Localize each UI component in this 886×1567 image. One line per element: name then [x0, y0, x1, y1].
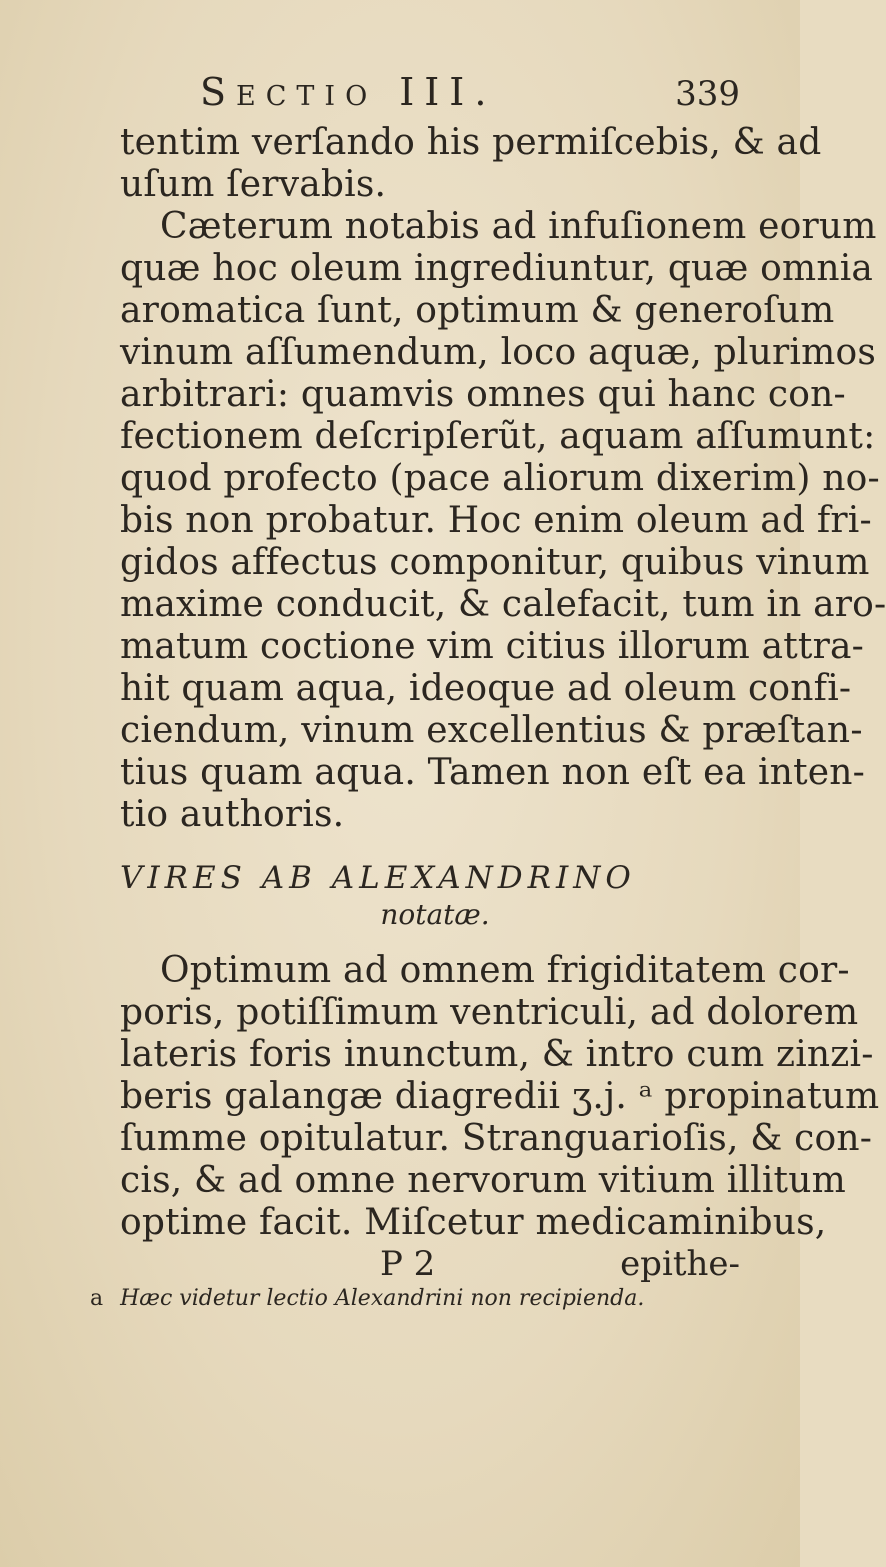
- text-line: aromatica ſunt, optimum & generoſum: [120, 290, 835, 331]
- text-line: Cæterum notabis ad infuſionem eorum: [160, 206, 877, 247]
- text-line: maxime conducit, & calefacit, tum in aro-: [120, 584, 886, 625]
- text-line: quæ hoc oleum ingrediuntur, quæ omnia: [120, 248, 874, 289]
- text-line: hit quam aqua, ideoque ad oleum confi-: [120, 668, 852, 709]
- text-line: ſumme opitulatur. Stranguarioſis, & con-: [120, 1118, 873, 1159]
- section-heading: VIRES AB ALEXANDRINO: [120, 860, 636, 896]
- text-line: optime facit. Miſcetur medicaminibus,: [120, 1202, 827, 1243]
- text-line: tius quam aqua. Tamen non eſt ea inten-: [120, 752, 866, 793]
- text-line: tio authoris.: [120, 794, 345, 835]
- signature-mark: P 2: [380, 1244, 436, 1284]
- text-line: matum coctione vim citius illorum attra-: [120, 626, 865, 667]
- signature-line: [120, 1244, 750, 1284]
- text-line: bis non probatur. Hoc enim oleum ad fri-: [120, 500, 872, 541]
- text-line: beris galangæ diagredii ʒ.j. ᵃ propinatum: [120, 1076, 880, 1117]
- footnote: [90, 1284, 750, 1314]
- footnote-text: Hæc videtur lectio Alexandrini non recipienda.: [120, 1286, 645, 1311]
- text-line: ciendum, vinum excellentius & præſtan-: [120, 710, 863, 751]
- text-line: tentim verſando his permiſcebis, & ad: [120, 122, 822, 163]
- running-title: Sectio III.: [200, 70, 497, 114]
- text-line: poris, potiſſimum ventriculi, ad dolorem: [120, 992, 859, 1033]
- book-page: [90, 70, 886, 1314]
- footnote-mark: a: [90, 1286, 104, 1311]
- catchword: epithe-: [620, 1244, 740, 1284]
- paragraph-cæterum: [120, 206, 886, 836]
- section-heading-block: [120, 858, 750, 932]
- text-line: lateris foris inunctum, & intro cum zinzi-: [120, 1034, 874, 1075]
- page-number: 339: [675, 74, 740, 114]
- text-line: gidos affectus componitur, quibus vinum: [120, 542, 870, 583]
- section-subheading: notatæ.: [380, 898, 490, 931]
- paragraph-optimum: [120, 950, 880, 1244]
- text-line: fectionem deſcripſerũt, aquam aſſumunt:: [120, 416, 876, 457]
- text-line: quod profecto (pace aliorum dixerim) no-: [120, 458, 880, 499]
- text-line: arbitrari: quamvis omnes qui hanc con-: [120, 374, 846, 415]
- text-line: uſum ſervabis.: [120, 164, 387, 205]
- page-header: [120, 70, 750, 122]
- text-line: vinum aſſumendum, loco aquæ, plurimos: [120, 332, 877, 373]
- text-line: cis, & ad omne nervorum vitium illitum: [120, 1160, 846, 1201]
- paragraph-continuation: [120, 122, 822, 206]
- text-line: Optimum ad omnem frigiditatem cor-: [160, 950, 850, 991]
